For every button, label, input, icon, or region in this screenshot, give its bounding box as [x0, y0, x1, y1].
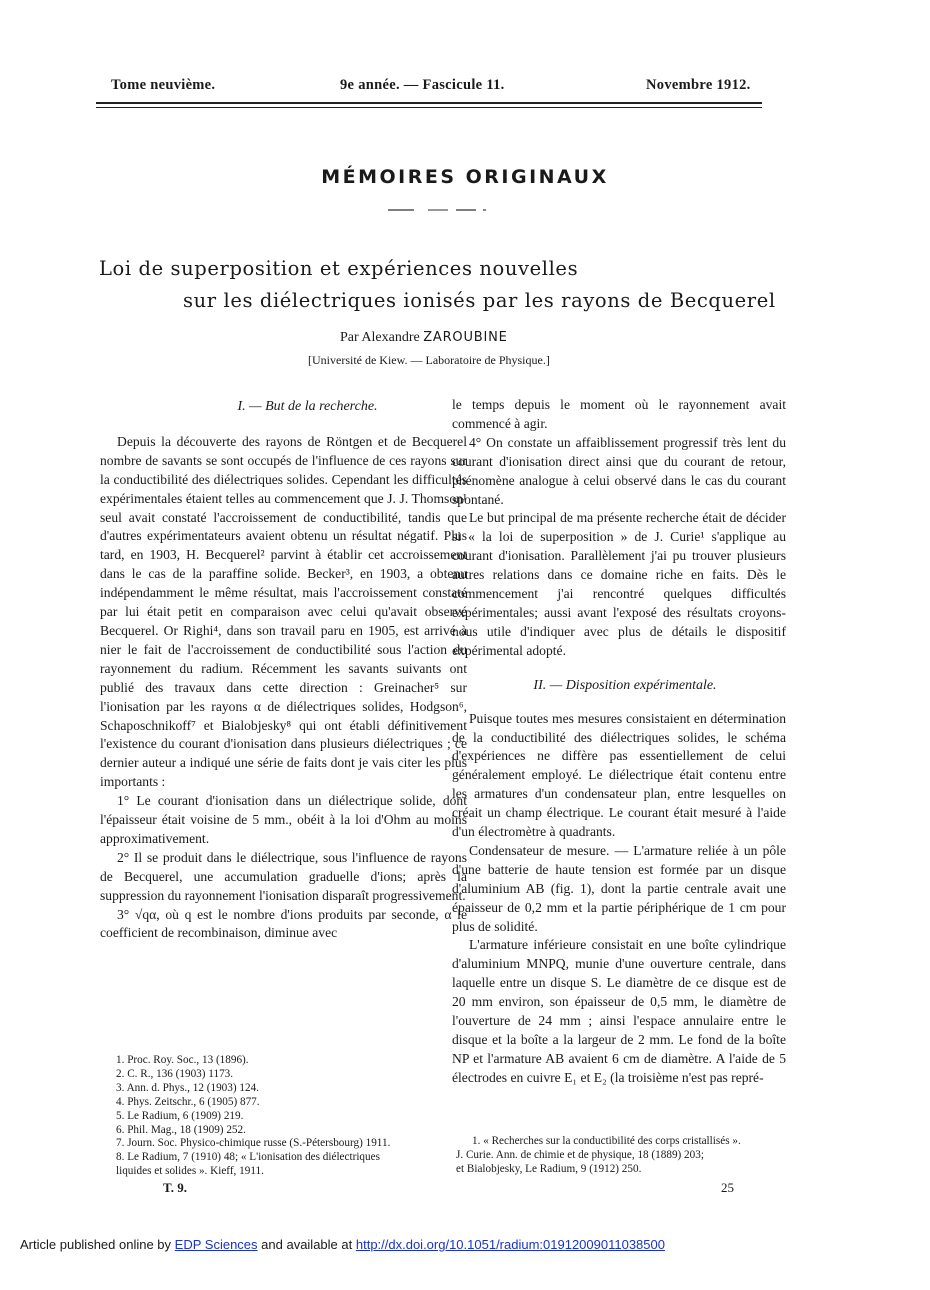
header-date: Novembre 1912. [646, 77, 751, 93]
header-tome: Tome neuvième. [111, 77, 216, 93]
author-name: ZAROUBINE [423, 330, 508, 345]
author-line [340, 330, 508, 346]
paragraph: Condensateur de mesure. — L'armature reliée à un pôle d'une batterie de haute tension est formée par un disque d'aluminium AB (fig. 1), dont la partie centrale avait une épaisseur de 0,2 mm et la partie périphérique de 1 cm pour plus de solidité. [452, 842, 786, 934]
doi-link[interactable]: http://dx.doi.org/10.1051/radium:01912009011038500 [355, 1237, 665, 1252]
article-title-line1: Loi de superposition et expériences nouvelles [99, 257, 579, 280]
left-footnotes [116, 1054, 456, 1179]
publisher-link[interactable]: EDP Sciences [174, 1237, 258, 1252]
footer-prefix: Article published online by [20, 1237, 172, 1252]
page-label: T. 9. [163, 1180, 187, 1195]
affiliation: [Université de Kiew. — Laboratoire de Physique.] [308, 353, 550, 367]
footnote: 5. Le Radium, 6 (1909) 219. [116, 1109, 244, 1122]
right-footnotes [456, 1135, 786, 1177]
section-heading-1: I. — But de la recherche. [237, 399, 378, 414]
footnote: liquides et solides ». Kieff, 1911. [116, 1165, 264, 1178]
paragraph: Depuis la découverte des rayons de Röntgen et de Becquerel nombre de savants se sont occupés de l'influence de ces rayons sur la conductibilité des diélectriques solides. Cependant les difficultés expérimentales étaient telles au commencement que J. J. Thomson¹ seul avait constaté l'accroissement de conductibilité, tandis que d'autres expérimentateurs avaient obtenu un résultat négatif. Plus tard, en 1903, H. Becquerel² parvint à établir cet accroissement dans le cas de la paraffine solide. Becker³, en 1903, a obtenu indépendamment le même résultat, mais l'accroissement constaté par lui était petit en comparaison avec celui qu'avait observé Becquerel. Or Righi⁴, dans son travail paru en 1905, est arrivé à nier le fait de l'accroissement de conductibilité sous l'action du rayonnement du radium. Récemment les savants suivants ont publié des travaux dans cette direction : Greinacher⁵ sur l'ionisation par les rayons α de diélectriques solides, Hodgson⁶, Schaposchnikoff⁷ et Bialobjesky⁸ qui ont établi définitivement l'existence du courant d'ionisation dans plusieurs diélectriques ; ce dernier auteur a indiqué une série de faits dont je vais citer les plus importants : [100, 433, 467, 790]
paragraph: le temps depuis le moment où le rayonnement avait commencé à agir. [452, 397, 786, 431]
paragraph: Puisque toutes mes mesures consistaient en détermination de la conductibilité des diélectriques solides, le schéma d'expériences ne diffère pas essentiellement de celui généralement employé. Le diélectrique était contenu entre les armatures d'un condensateur plan, entre lesquelles on créait un champ électrique. Le courant était mesuré à l'aide d'un électromètre à quadrants. [452, 710, 786, 840]
footnote: 1. « Recherches sur la conductibilité des corps cristallisés ». [472, 1135, 741, 1147]
header-issue: 9e année. — Fascicule 11. [340, 77, 505, 93]
author-prefix: Par Alexandre [340, 330, 420, 345]
footnote: 6. Phil. Mag., 18 (1909) 252. [116, 1123, 246, 1136]
footnote: 7. Journ. Soc. Physico-chimique russe (S.-Pétersbourg) 1911. [116, 1137, 391, 1150]
paragraph: Le but principal de ma présente recherche était de décider si « la loi de superposition » de J. Curie¹ s'applique au courant d'ionisation. Parallèlement j'ai pu trouver plusieurs autres relations dans ce domaine riche en faits. Dès le commencement j'ai rencontré quelques difficultés expérimentales; aussi avant l'exposé des résultats croyons-nous utile d'indiquer avec plus de détails le dispositif expérimental adopté. [452, 510, 786, 658]
right-column [452, 396, 786, 1088]
header-rule-thick [96, 102, 762, 104]
footnote: J. Curie. Ann. de chimie et de physique, 18 (1889) 203; [456, 1148, 704, 1161]
footnote: 4. Phys. Zeitschr., 6 (1905) 877. [116, 1095, 260, 1108]
paragraph: L'armature inférieure consistait en une boîte cylindrique d'aluminium MNPQ, munie d'une ouverture centrale, dans laquelle entre un disque S. Le diamètre de ce disque est de 20 mm environ, son épaisseur de 0,5 mm, le diamètre de l'ouverture de 24 mm ; ainsi l'espace annulaire entre le disque et la boîte a la largeur de 2 mm. Le fond de la boîte NP et l'armature AB avaient 6 cm de diamètre. A l'aide de 5 électrodes en cuivre E₁ et E₂ (la troisième n'est pas repré- [452, 937, 786, 1085]
article-title-line2: sur les diélectriques ionisés par les rayons de Becquerel [183, 289, 776, 312]
paragraph: 2° Il se produit dans le diélectrique, sous l'influence de rayons de Becquerel, une accumulation graduelle d'ions; après la suppression du rayonnement l'ionisation disparaît progressivement. [100, 849, 467, 903]
header-rule-thin [96, 107, 762, 108]
paragraph: 1° Le courant d'ionisation dans un diélectrique solide, dont l'épaisseur était voisine de 5 mm., obéit à la loi d'Ohm au moins approximativement. [100, 793, 467, 846]
footnote: 8. Le Radium, 7 (1910) 48; « L'ionisation des diélectriques [116, 1151, 380, 1164]
footnote: 3. Ann. d. Phys., 12 (1903) 124. [116, 1081, 259, 1094]
section-title: MÉMOIRES ORIGINAUX [321, 166, 609, 188]
ornament-divider [388, 207, 488, 213]
footnote: 2. C. R., 136 (1903) 1173. [116, 1067, 234, 1080]
publisher-footer [20, 1237, 665, 1252]
paragraph: 3° √qα, où q est le nombre d'ions produits par seconde, α le coefficient de recombinaison, diminue avec [100, 906, 467, 941]
footer-middle: and available at [261, 1237, 353, 1252]
footnote: et Bialobjesky, Le Radium, 9 (1912) 250. [456, 1162, 642, 1175]
footnote: 1. Proc. Roy. Soc., 13 (1896). [116, 1054, 249, 1066]
left-column [100, 398, 467, 943]
paragraph: 4° On constate un affaiblissement progressif très lent du courant d'ionisation direct ainsi que du courant de retour, phénomène analogue à celui observé dans le cas du courant spontané. [452, 434, 786, 507]
page-number: 25 [721, 1180, 734, 1195]
section-heading-2: II. — Disposition expérimentale. [533, 677, 717, 693]
